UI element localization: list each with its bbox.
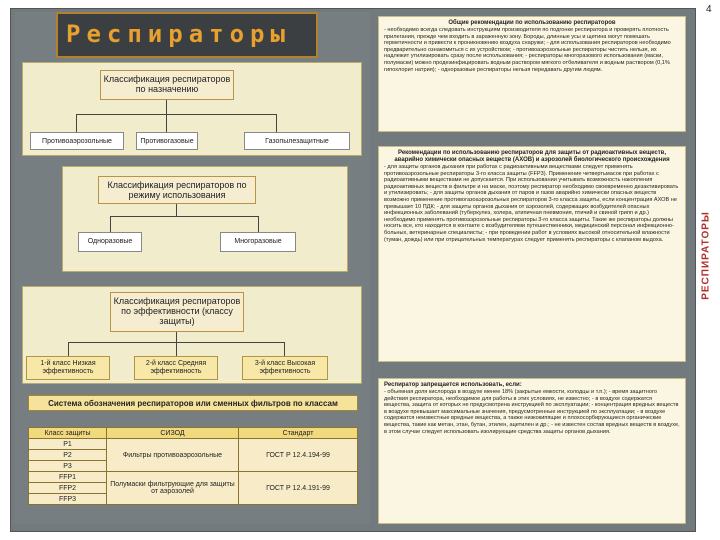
- connector-line: [284, 342, 285, 356]
- box-heading: Рекомендации по использованию респираторов для защиты от радиоактивных веществ, аварийно химически опасных веществ (АХОВ) и аэрозолей биологического происхождения: [394, 150, 670, 163]
- table-cell: P3: [29, 461, 107, 472]
- connector-line: [68, 342, 69, 356]
- title-plate: [56, 12, 318, 58]
- purpose-heading: Классификация респираторов по назначению: [100, 70, 234, 100]
- table-cell: P2: [29, 450, 107, 461]
- table-cell: ГОСТ Р 12.4.194-99: [239, 439, 358, 472]
- connector-line: [76, 114, 77, 132]
- box-heading: Респиратор запрещается использовать, если:: [384, 382, 522, 388]
- purpose-item: Противоаэрозольные: [30, 132, 124, 150]
- general-recommendations-box: [378, 16, 686, 132]
- table-cell: P1: [29, 439, 107, 450]
- table-cell: FFP1: [29, 472, 107, 483]
- connector-line: [76, 114, 276, 115]
- hazard-recommendations-box: [378, 146, 686, 362]
- connector-line: [110, 216, 258, 217]
- class-table: [28, 427, 358, 505]
- system-title: Система обозначения респираторов или сменных фильтров по классам: [28, 395, 358, 411]
- purpose-item: Газопылезащитные: [244, 132, 350, 150]
- table-header-row: [29, 428, 358, 439]
- table-cell: ГОСТ Р 12.4.191-99: [239, 472, 358, 505]
- prohibitions-box: [378, 378, 686, 524]
- table-header: Стандарт: [239, 428, 358, 439]
- efficiency-item: 3-й класс Высокая эффективность: [242, 356, 328, 380]
- box-text: - необходимо всегда следовать инструкциям производителя по подгонке респиратора и проверять плотность прилегания, прежде чем входить в зараженную зону. Бороды, длинные усы и щетина могут помешать герметичности и привести к проникновению воздуха снаружи; - для использования респираторов необходимо предварительно ознакомиться с их устройством; - противоаэрозольные респираторы чистить нельзя, их надлежит утилизировать сразу после использования; - респираторы многоразового использования (маски, полумаски) можно продезинфицировать водным раствором мягкого отбеливателя и водным раствором (0,1% гипохлорит натрия); - одноразовые респираторы нельзя передавать другим людям.: [384, 27, 671, 73]
- connector-line: [110, 216, 111, 232]
- box-heading: Общие рекомендации по использованию респираторов: [448, 20, 616, 26]
- connector-line: [176, 332, 177, 342]
- table-header: Класс защиты: [29, 428, 107, 439]
- side-label: [696, 150, 718, 370]
- purpose-item: Противогазовые: [136, 132, 198, 150]
- table-cell: FFP2: [29, 483, 107, 494]
- box-text: - объемная доля кислорода в воздухе менее 18% (закрытые емкости, колодцы и т.п.); - время защитного действия респиратора, необходимое для работы в этих условиях, не известно; - в воздухе содержатся вещества, защита от которых не предусмотрена инструкцией по эксплуатации; - концентрация вредных веществ в воздухе превышает максимальные значения, предусмотренные инструкцией по эксплуатации; - в воздухе содержатся неизвестные вредные вещества, а также низкокипящие и плохосорбирующиеся органические вещества, такие как метан, этан, бутан, этилен, ацетилен и др.; - не известен состав вредных веществ в воздухе, в этом случае следует использовать изолирующие средства защиты органов дыхания.: [384, 389, 680, 435]
- mode-heading: Классификация респираторов по режиму использования: [98, 176, 256, 204]
- connector-line: [176, 204, 177, 216]
- page-title: Респираторы: [66, 20, 291, 48]
- table-cell: FFP3: [29, 494, 107, 505]
- table-cell: Фильтры противоаэрозольные: [107, 439, 239, 472]
- connector-line: [166, 114, 167, 132]
- efficiency-heading: Классификация респираторов по эффективности (классу защиты): [110, 292, 244, 332]
- connector-line: [258, 216, 259, 232]
- box-text: - для защиты органов дыхания при работах с радиоактивными веществами следует применять противоаэрозольные респираторы 3-го класса защиты (FFP3). Применение четвертьмасок при работах с радиоактивными веществами не допускается. При использовании учитывать возможность накопления радиоактивных веществ в фильтре и на маске, поэтому респиратор необходимо своевременно дезактивировать и утилизировать; - для защиты органов дыхания от паров и газов аварийно химически опасных веществ возможно применение противогазоаэрозольных респираторов 3-го класса защиты, если концентрация АХОВ не превышает 10 ПДК; - для защиты органов дыхания от аэрозолей, содержащих возбудителей опасных инфекционных заболеваний (туберкулез, холера, атипичная пневмония, птичий и свиной грипп и др.) необходимо применять противоаэрозольные респираторы 3-го класса защиты. Такие же респираторы должны носить все, кто находится в контакте с возбудителями путешественники, медицинский персонал инфекционно-больных, ветеринарные специалисты; - при проведении работ в условиях высокой относительной влажности (туман, дождь) или при отрицательных температурах следует применять респираторы с клапаном выдоха.: [384, 164, 679, 243]
- table-header: СИЗОД: [107, 428, 239, 439]
- connector-line: [276, 114, 277, 132]
- mode-item: Одноразовые: [78, 232, 142, 252]
- table-row: [29, 472, 358, 483]
- mode-item: Многоразовые: [220, 232, 296, 252]
- connector-line: [176, 342, 177, 356]
- efficiency-item: 2-й класс Средняя эффективность: [134, 356, 218, 380]
- side-label-text: РЕСПИРАТОРЫ: [700, 211, 712, 300]
- connector-line: [166, 100, 167, 114]
- efficiency-item: 1-й класс Низкая эффективность: [26, 356, 110, 380]
- page-number: 4: [706, 4, 712, 15]
- table-cell: Полумаски фильтрующие для защиты от аэрозолей: [107, 472, 239, 505]
- table-row: [29, 439, 358, 450]
